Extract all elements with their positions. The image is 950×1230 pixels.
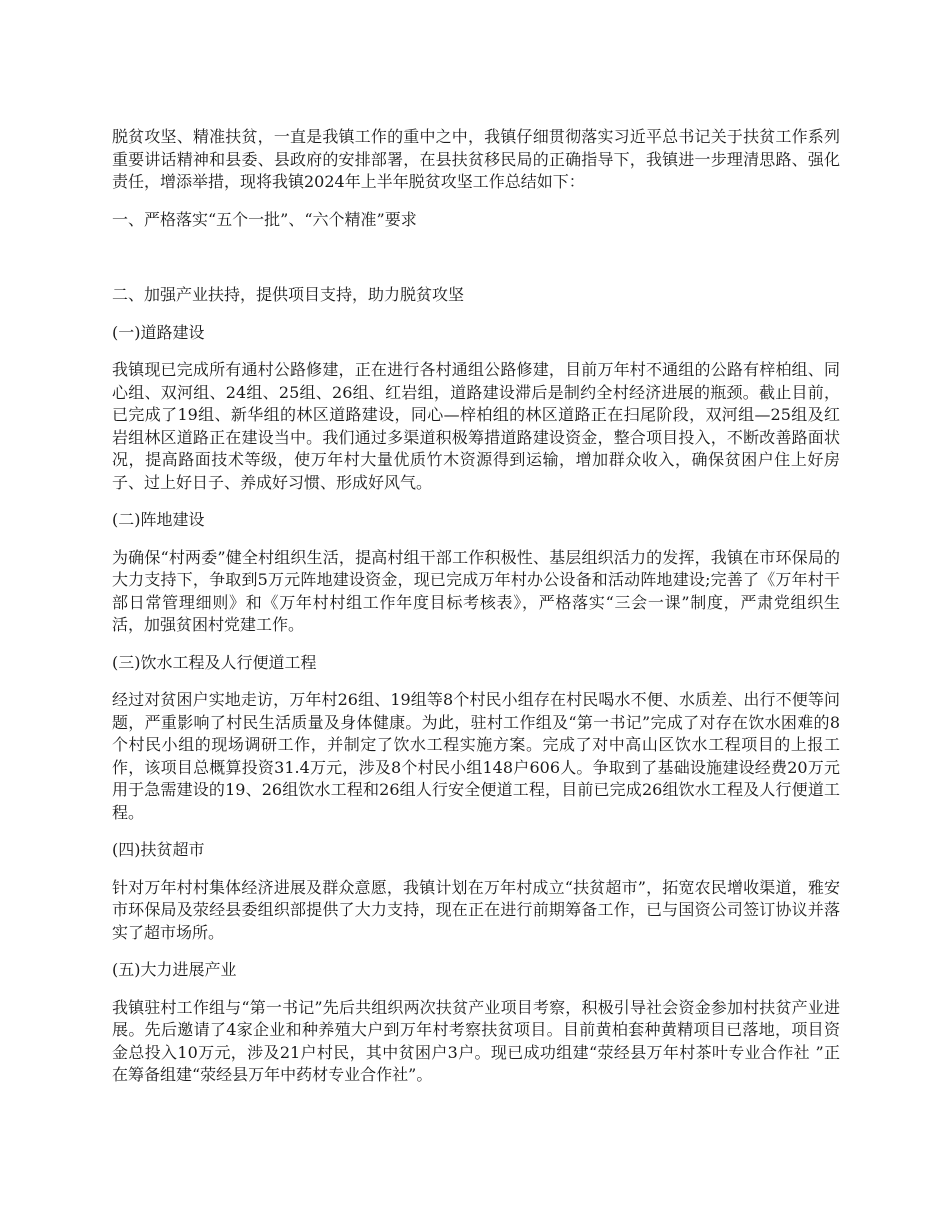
subsection-5-heading: (五)大力进展产业 (112, 960, 237, 979)
subsection-1-heading: (一)道路建设 (112, 322, 205, 342)
section-2-heading: 二、加强产业扶持，提供项目支持，助力脱贫攻坚 (112, 285, 465, 304)
subsection-3-body: 经过对贫困户实地走访，万年村26组、19组等8个村民小组存在村民喝水不便、水质差、出行不便等问题，严重影响了村民生活质量及身体健康。为此，驻村工作组及“第一书记”完成了对存在饮水困难的8个村民小组的现场调研工作，并制定了饮水工程实施方案。完成了对中高山区饮水工程项目的上报工作，该项目总概算投资31.4万元，涉及8个村民小组148户606人。争取到了基础设施建设经费20万元用于急需建设的19、26组饮水工程和26组人行安全便道工程，目前已完成26组饮水工程及人行便道工程。 (112, 690, 840, 822)
subsection-2-heading: (二)阵地建设 (112, 510, 205, 529)
subsection-2-body: 为确保“村两委”健全村组织生活，提高村组干部工作积极性、基层组织活力的发挥，我镇在市环保局的大力支持下，争取到5万元阵地建设资金，现已完成万年村办公设备和活动阵地建设;完善了《万年村干部日常管理细则》和《万年村村组工作年度目标考核表》，严格落实“三会一课”制度，严肃党组织生活，加强贫困村党建工作。 (112, 547, 840, 634)
document-page (112, 126, 840, 1102)
subsection-4-heading: (四)扶贫超市 (112, 840, 205, 859)
subsection-4-body: 针对万年村村集体经济进展及群众意愿，我镇计划在万年村成立“扶贫超市”，拓宽农民增收渠道，雅安市环保局及荥经县委组织部提供了大力支持，现在正在进行前期筹备工作，已与国资公司签订协议并落实了超市场所。 (112, 877, 840, 942)
subsection-5-body: 我镇驻村工作组与“第一书记”先后共组织两次扶贫产业项目考察，积极引导社会资金参加村扶贫产业进展。先后邀请了4家企业和种养殖大户到万年村考察扶贫项目。目前黄柏套种黄精项目已落地，项目资金总投入10万元，涉及21户村民，其中贫困户3户。现已成功组建“荥经县万年村茶叶专业合作社 ”正在筹备组建“荥经县万年中药材专业合作社”。 (112, 997, 840, 1084)
section-1-heading: 一、严格落实“五个一批”、“六个精准”要求 (112, 209, 417, 229)
intro-paragraph: 脱贫攻坚、精准扶贫，一直是我镇工作的重中之中，我镇仔细贯彻落实习近平总书记关于扶贫工作系列重要讲话精神和县委、县政府的安排部署，在县扶贫移民局的正确指导下，我镇进一步理清思路、强化责任，增添举措，现将我镇2024年上半年脱贫攻坚工作总结如下： (112, 127, 840, 191)
subsection-1-body: 我镇现已完成所有通村公路修建，正在进行各村通组公路修建，目前万年村不通组的公路有梓柏组、同心组、双河组、24组、25组、26组、红岩组，道路建设滞后是制约全村经济进展的瓶颈。截止目前，已完成了19组、新华组的林区道路建设，同心—梓柏组的林区道路正在扫尾阶段，双河组—25组及红岩组林区道路正在建设当中。我们通过多渠道积极筹措道路建设资金，整合项目投入，不断改善路面状况，提高路面技术等级，使万年村大量优质竹木资源得到运输，增加群众收入，确保贫困户住上好房子、过上好日子、养成好习惯、形成好风气。 (112, 360, 840, 492)
subsection-3-heading: (三)饮水工程及人行便道工程 (112, 652, 317, 672)
